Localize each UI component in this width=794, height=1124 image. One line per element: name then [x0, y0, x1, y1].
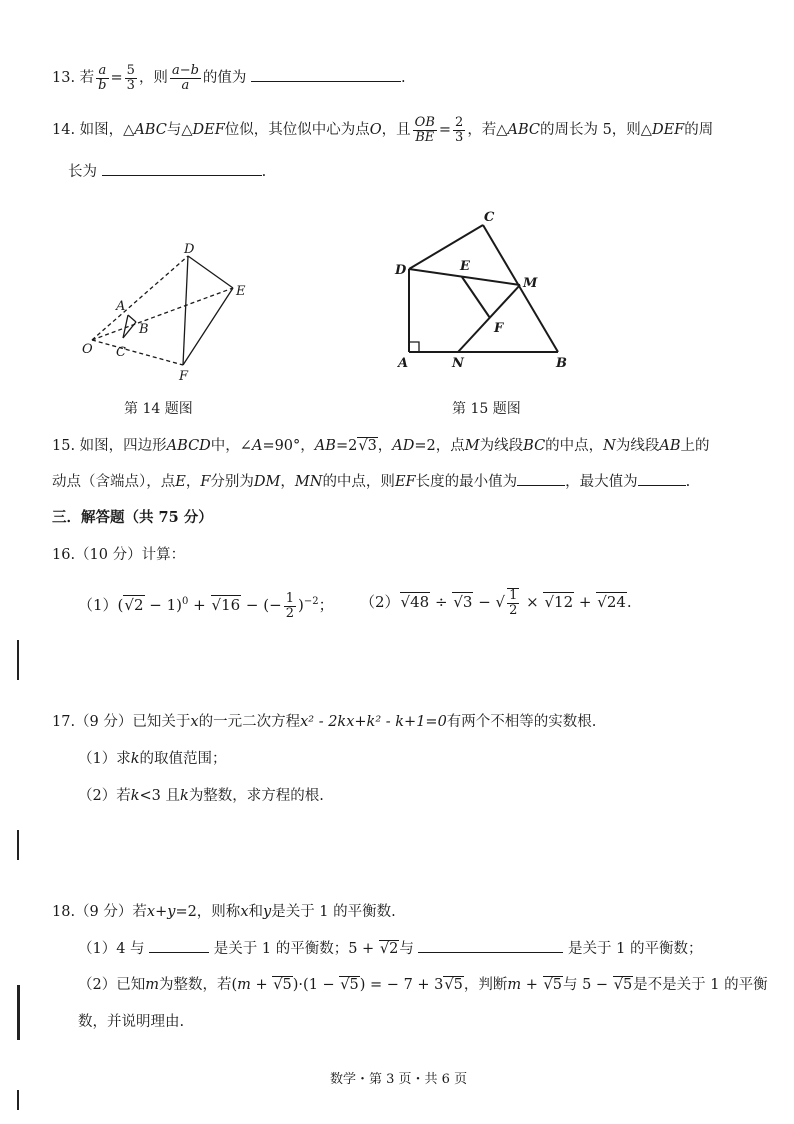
label-E: E: [236, 284, 246, 299]
figure-14: [78, 240, 258, 385]
sqrt: √24: [597, 593, 626, 611]
segment-AB: [128, 315, 136, 322]
label-O: O: [82, 342, 93, 357]
question-16-head: 16.（10 分）计算：: [52, 547, 186, 563]
label-D: D: [395, 263, 407, 278]
sqrt: √2: [379, 941, 399, 957]
question-15-line1: 15. 如图，四边形ABCD中，∠A=90°，AB=2√3，AD=2，点M为线段BC的中点，N为线段AB上的: [52, 438, 710, 454]
question-number: 14.: [52, 122, 76, 138]
question-18-head: 18.（9 分）若x+y=2，则称x和y是关于 1 的平衡数.: [52, 904, 396, 920]
answer-blank[interactable]: [149, 938, 209, 953]
segment-DC: [409, 225, 483, 269]
segment-DF: [183, 256, 188, 365]
scan-edge-mark: [17, 985, 20, 1040]
question-number: 15.: [52, 438, 76, 454]
question-18-part1: （1）4 与 是关于 1 的平衡数；5 + √2与 是关于 1 的平衡数；: [78, 937, 702, 961]
fraction: $\frac{a}{b}$: [98, 62, 107, 93]
answer-blank[interactable]: [418, 938, 563, 953]
sqrt: √16: [211, 596, 241, 614]
label-D: D: [184, 242, 195, 257]
sqrt: √3: [358, 438, 377, 454]
question-17-head: 17.（9 分）已知关于x的一元二次方程x² - 2kx+k² - k+1=0有两个不相等的实数根.: [52, 714, 597, 730]
label-B: B: [556, 356, 567, 371]
label-B: B: [139, 322, 149, 337]
segment-MN: [458, 285, 520, 352]
sqrt: √2: [124, 596, 144, 614]
label-F: F: [179, 369, 189, 384]
question-16-part1: $(1)(√2 - 1)^0 + √16$ − (− $\frac{1}{2}$ )$^{-2}$；: [78, 590, 334, 621]
equation: x² - 2kx+k² - k+1=0: [300, 714, 447, 730]
scan-edge-mark: [17, 640, 19, 680]
sqrt: √5: [444, 977, 463, 993]
fraction: $\frac{1}{2}$: [285, 590, 294, 621]
sqrt: √5: [340, 977, 359, 993]
question-13: 13. 若 $\frac{a}{b}$ = $\frac{5}{3}$ ，则 $\frac{a-b}{a}$ 的值为 .: [52, 62, 406, 93]
fraction: $\frac{5}{3}$: [126, 62, 135, 93]
sqrt: √5: [543, 977, 562, 993]
page-footer: 数学・第 3 页・共 6 页: [330, 1072, 468, 1087]
figure-14-caption: 第 14 题图: [124, 401, 193, 417]
scan-edge-mark: [17, 1090, 19, 1110]
segment-EF: [183, 288, 233, 365]
label-A: A: [116, 299, 126, 314]
label-C: C: [484, 210, 495, 225]
scan-edge-mark: [17, 830, 19, 860]
right-angle-mark: [409, 342, 419, 352]
question-18-part2-cont: 数，并说明理由.: [78, 1014, 185, 1030]
answer-blank[interactable]: [251, 67, 401, 82]
dashed-OF: [92, 340, 183, 365]
figure-15: [390, 205, 575, 375]
dashed-OE: [92, 288, 233, 340]
question-16-part2: （2）√48 ÷ √3 − √ $\frac{1}{2}$ × √12 + √24.: [360, 588, 632, 618]
fraction: $\frac{OB}{BE}$: [414, 114, 435, 145]
sqrt: √12: [544, 593, 574, 611]
question-14-line1: 14. 如图，△ABC与△DEF位似，其位似中心为点O，且 $\frac{OB}{BE}$ = $\frac{2}{3}$ ，若△ABC的周长为 5，则△DEF的周: [52, 114, 714, 145]
label-N: N: [452, 356, 464, 371]
label-C: C: [116, 345, 126, 360]
segment-DE: [188, 256, 233, 288]
segment-EF: [462, 277, 490, 318]
sqrt: √5: [273, 977, 292, 993]
label-E: E: [460, 259, 470, 274]
label-F: F: [494, 321, 504, 336]
question-number: 13.: [52, 70, 76, 86]
figure-15-caption: 第 15 题图: [452, 401, 521, 417]
max-answer-blank[interactable]: [638, 471, 686, 486]
sqrt-fraction: √ $\frac{1}{2}$: [495, 588, 518, 618]
min-answer-blank[interactable]: [517, 471, 565, 486]
sqrt: √5: [613, 977, 633, 993]
question-17-part1: （1）求k的取值范围；: [78, 751, 227, 767]
question-17-part2: （2）若k<3 且k为整数，求方程的根.: [78, 788, 324, 804]
sqrt: √3: [453, 593, 473, 611]
label-A: A: [398, 356, 409, 371]
fraction: $\frac{a-b}{a}$: [171, 62, 199, 93]
sqrt: √48: [400, 593, 430, 611]
answer-blank[interactable]: [102, 161, 262, 176]
question-15-line2: 动点（含端点），点E，F分别为DM，MN的中点，则EF长度的最小值为 ，最大值为 .: [52, 470, 690, 494]
question-14-line2: 长为 .: [68, 160, 266, 184]
fraction: $\frac{2}{3}$: [455, 114, 464, 145]
question-18-part2: （2）已知m为整数，若(m + √5)·(1 − √5) = − 7 + 3√5，判断m + √5与 5 − √5是不是关于 1 的平衡: [78, 977, 768, 993]
section-title: 三．解答题（共 75 分）: [52, 509, 213, 526]
label-M: M: [523, 276, 538, 291]
